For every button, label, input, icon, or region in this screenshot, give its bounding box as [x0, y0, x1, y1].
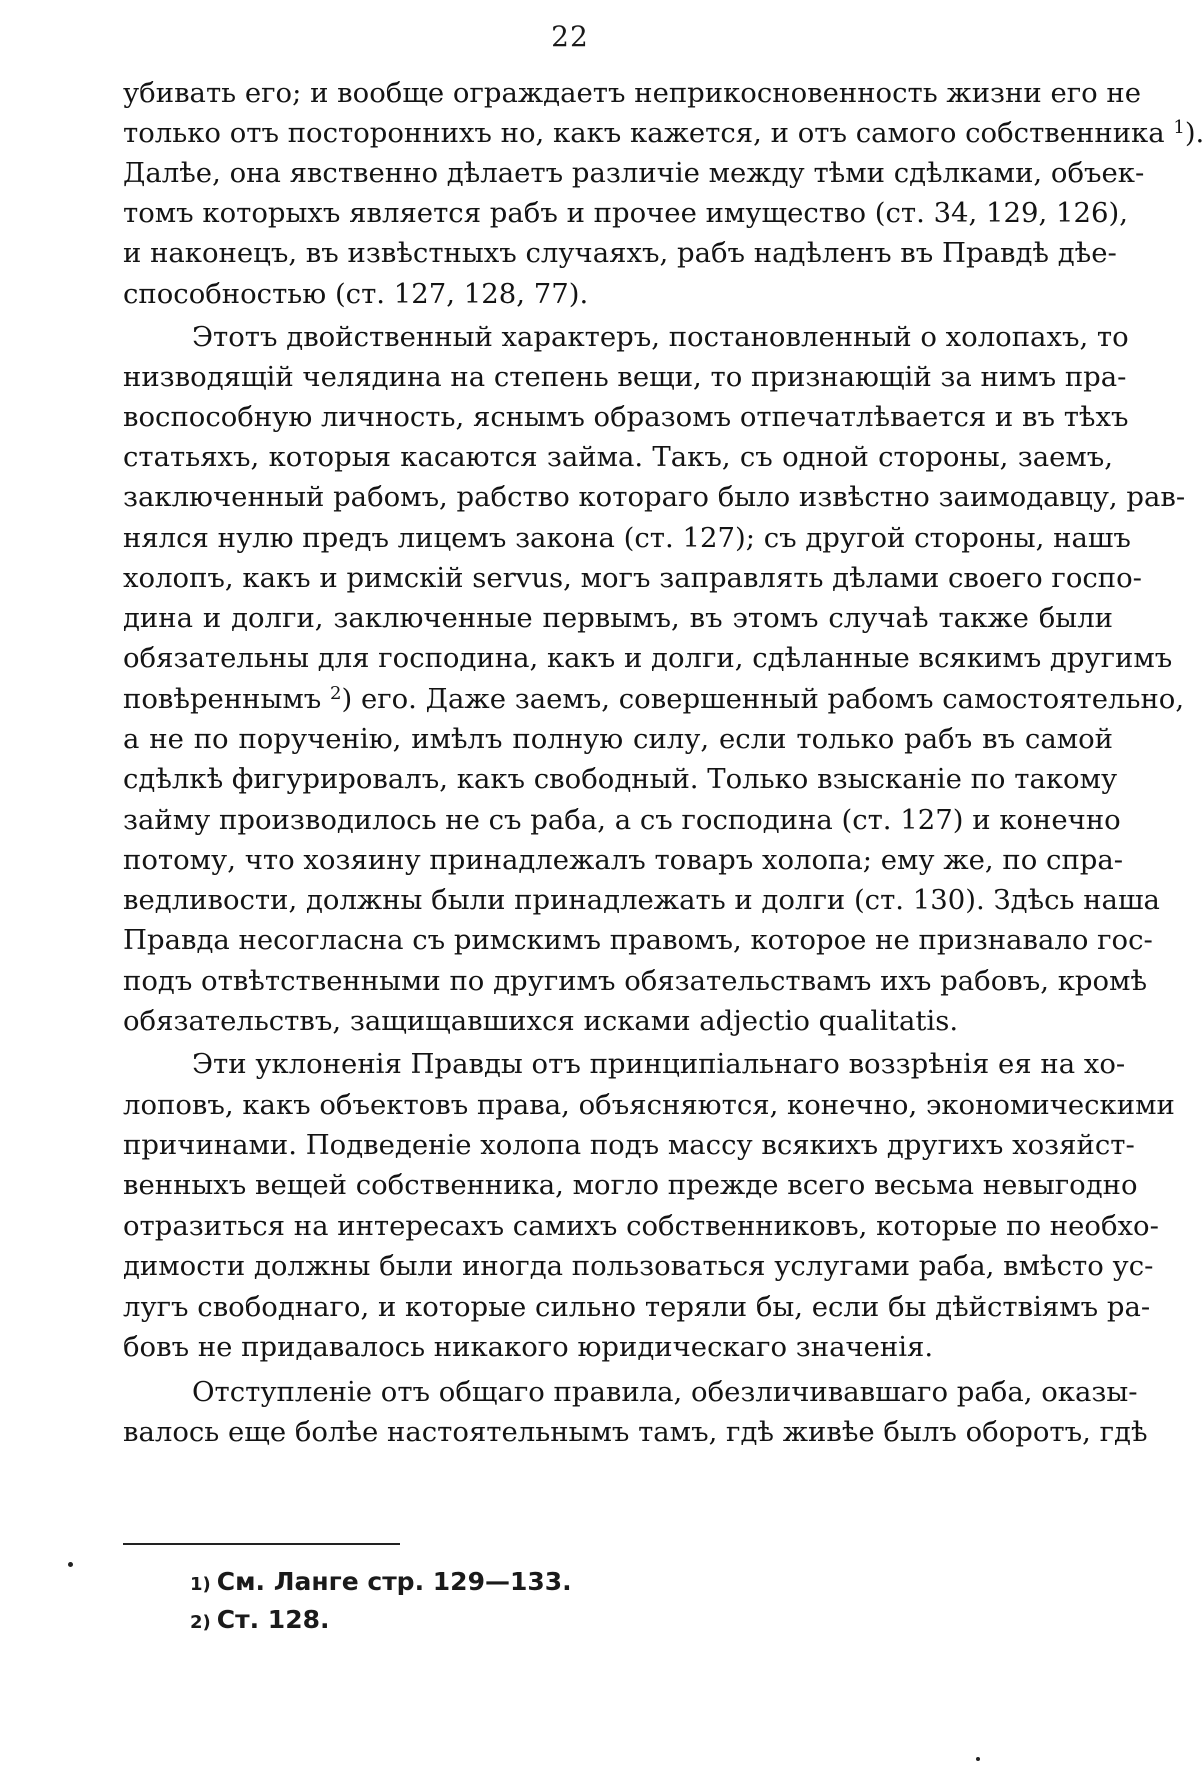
scan-speck — [976, 1757, 980, 1761]
text-line: повѣреннымъ $^2$) его. Даже заемъ, совершенный рабомъ самостоятельно, — [123, 683, 1185, 715]
text-line: сдѣлкѣ фигурировалъ, какъ свободный. Только взысканіе по такому — [123, 763, 1118, 795]
text-line: ведливости, должны были принадлежать и долги (ст. 130). Здѣсь наша — [123, 884, 1160, 916]
text-line: нялся нулю предъ лицемъ закона (ст. 127); съ другой стороны, нашъ — [123, 522, 1131, 554]
text-line: потому, что хозяину принадлежалъ товаръ холопа; ему же, по спра- — [123, 844, 1124, 876]
text-line: убивать его; и вообще ограждаетъ неприкосновенность жизни его не — [123, 77, 1142, 109]
text-line: Отступленіе отъ общаго правила, обезличивавшаго раба, оказы- — [192, 1376, 1138, 1408]
footnote-ref: 1 — [1173, 117, 1185, 138]
footnote-1 — [190, 1565, 572, 1602]
text-line: бовъ не придавалось никакого юридическаго значенія. — [123, 1331, 934, 1363]
scan-speck — [68, 1562, 73, 1567]
text-line: подъ отвѣтственными по другимъ обязательствамъ ихъ рабовъ, кромѣ — [123, 965, 1148, 997]
text-line: обязательствъ, защищавшихся исками adjectio qualitatis. — [123, 1005, 959, 1037]
footnote-ref: 2 — [330, 683, 342, 704]
text-line: способностью (ст. 127, 128, 77). — [123, 278, 589, 310]
text-line: заключенный рабомъ, рабство котораго было извѣстно заимодавцу, рав- — [123, 481, 1186, 513]
footnote-2 — [190, 1603, 330, 1640]
footnote-mark: 1) — [190, 1574, 211, 1595]
text-line: Далѣе, она явственно дѣлаетъ различіе между тѣми сдѣлками, объек- — [123, 157, 1145, 189]
text-line: и наконецъ, въ извѣстныхъ случаяхъ, рабъ надѣленъ въ Правдѣ дѣе- — [123, 237, 1117, 269]
text-line: димости должны были иногда пользоваться услугами раба, вмѣсто ус- — [123, 1250, 1154, 1282]
text-line: низводящій челядина на степень вещи, то признающій за нимъ пра- — [123, 361, 1127, 393]
page-number: 22 — [551, 20, 589, 53]
text-line: венныхъ вещей собственника, могло прежде всего весьма невыгодно — [123, 1169, 1138, 1201]
text-line: томъ которыхъ является рабъ и прочее имущество (ст. 34, 129, 126), — [123, 197, 1128, 229]
text-line: Этотъ двойственный характеръ, постановленный о холопахъ, то — [192, 321, 1129, 353]
text-line: лоповъ, какъ объектовъ права, объясняются, конечно, экономическими — [123, 1089, 1175, 1121]
text-line: валось еще болѣе настоятельнымъ тамъ, гдѣ живѣе былъ оборотъ, гдѣ — [123, 1416, 1148, 1448]
text-line: дина и долги, заключенные первымъ, въ этомъ случаѣ также были — [123, 602, 1113, 634]
text-line: лугъ свободнаго, и которые сильно теряли бы, если бы дѣйствіямъ ра- — [123, 1291, 1151, 1323]
text-line: обязательны для господина, какъ и долги, сдѣланные всякимъ другимъ — [123, 642, 1173, 674]
text-line: Правда несогласна съ римскимъ правомъ, которое не признавало гос- — [123, 924, 1153, 956]
text-line: воспособную личность, яснымъ образомъ отпечатлѣвается и въ тѣхъ — [123, 401, 1129, 433]
footnote-divider — [123, 1543, 400, 1545]
text-line: Эти уклоненія Правды отъ принципіальнаго воззрѣнія ея на хо- — [192, 1048, 1126, 1080]
text-line: статьяхъ, которыя касаются займа. Такъ, съ одной стороны, заемъ, — [123, 441, 1113, 473]
text-line: только отъ постороннихъ но, какъ кажется, и отъ самого собственника $^1$). — [123, 117, 1204, 149]
footnote-text: Ст. 128. — [216, 1605, 330, 1634]
text-line: холопъ, какъ и римскій servus, могъ заправлять дѣлами своего госпо- — [123, 562, 1142, 594]
footnote-mark: 2) — [190, 1612, 211, 1633]
text-line: а не по порученію, имѣлъ полную силу, если только рабъ въ самой — [123, 723, 1113, 755]
text-line: причинами. Подведеніе холопа подъ массу всякихъ другихъ хозяйст- — [123, 1129, 1135, 1161]
text-line: займу производилось не съ раба, а съ господина (ст. 127) и конечно — [123, 804, 1121, 836]
footnote-text: См. Ланге стр. 129—133. — [216, 1567, 572, 1596]
text-line: отразиться на интересахъ самихъ собственниковъ, которые по необхо- — [123, 1210, 1159, 1242]
